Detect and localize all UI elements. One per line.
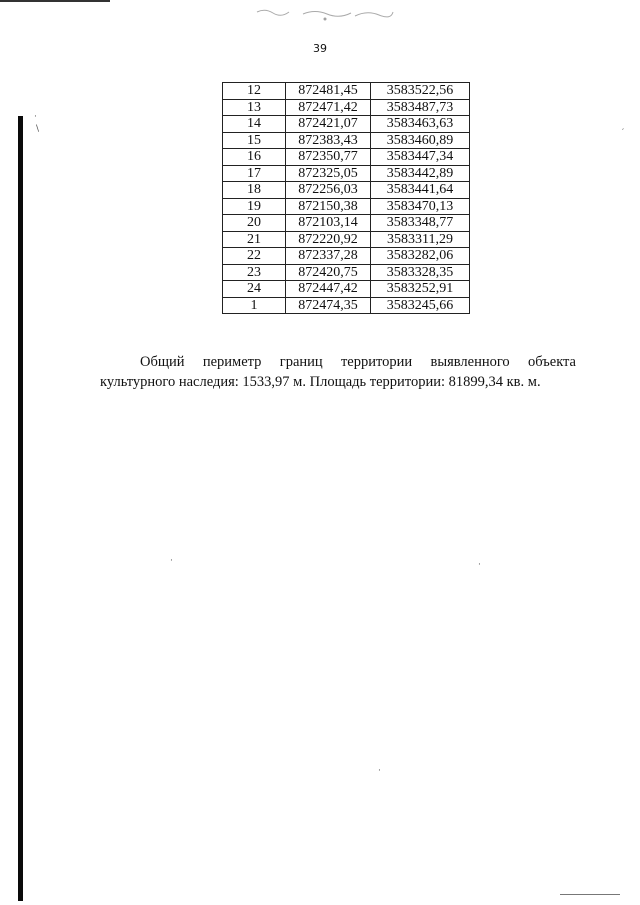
table-row [223,165,470,182]
summary-line-1: Общий периметр границ территории выявленного объекта [140,354,576,370]
x-coordinate-cell: 872256,03 [286,182,371,199]
table-row [223,264,470,281]
y-coordinate-cell: 3583470,13 [371,198,470,215]
table-row [223,182,470,199]
summary-line-2: культурного наследия: 1533,97 м. Площадь территории: 81899,34 кв. м. [100,374,541,390]
x-coordinate-cell: 872220,92 [286,231,371,248]
table-row [223,248,470,265]
table-row [223,198,470,215]
point-number-cell: 13 [223,99,286,116]
x-coordinate-cell: 872481,45 [286,83,371,100]
table-row [223,149,470,166]
scan-bottom-line [560,894,620,895]
table-row [223,99,470,116]
scan-speck: ′ [622,128,625,138]
x-coordinate-cell: 872350,77 [286,149,371,166]
y-coordinate-cell: 3583252,91 [371,281,470,298]
x-coordinate-cell: 872420,75 [286,264,371,281]
x-coordinate-cell: 872421,07 [286,116,371,133]
y-coordinate-cell: 3583487,73 [371,99,470,116]
table-row [223,231,470,248]
coordinates-table-body [223,83,470,314]
y-coordinate-cell: 3583442,89 [371,165,470,182]
table-row [223,297,470,314]
point-number-cell: 20 [223,215,286,232]
table-row [223,116,470,133]
y-coordinate-cell: 3583522,56 [371,83,470,100]
table-row [223,215,470,232]
x-coordinate-cell: 872474,35 [286,297,371,314]
coordinates-table [222,82,470,314]
scan-speck: · [170,556,173,566]
y-coordinate-cell: 3583463,63 [371,116,470,133]
y-coordinate-cell: 3583441,64 [371,182,470,199]
point-number-cell: 15 [223,132,286,149]
x-coordinate-cell: 872471,42 [286,99,371,116]
point-number-cell: 24 [223,281,286,298]
point-number-cell: 17 [223,165,286,182]
scan-speck: \ [36,124,40,134]
y-coordinate-cell: 3583311,29 [371,231,470,248]
scan-speck: · [478,560,481,570]
point-number-cell: 14 [223,116,286,133]
x-coordinate-cell: 872337,28 [286,248,371,265]
table-row [223,132,470,149]
point-number-cell: 1 [223,297,286,314]
scan-speck: · [34,112,37,122]
page-number: 39 [313,42,327,55]
x-coordinate-cell: 872383,43 [286,132,371,149]
table-row [223,83,470,100]
y-coordinate-cell: 3583447,34 [371,149,470,166]
scan-speck: · [378,766,381,776]
x-coordinate-cell: 872325,05 [286,165,371,182]
scan-top-line [0,0,110,2]
y-coordinate-cell: 3583282,06 [371,248,470,265]
y-coordinate-cell: 3583245,66 [371,297,470,314]
point-number-cell: 16 [223,149,286,166]
x-coordinate-cell: 872150,38 [286,198,371,215]
stamp-smudge [255,4,395,22]
scan-left-edge [18,116,23,901]
summary-paragraph [100,352,576,392]
y-coordinate-cell: 3583460,89 [371,132,470,149]
point-number-cell: 12 [223,83,286,100]
y-coordinate-cell: 3583348,77 [371,215,470,232]
x-coordinate-cell: 872103,14 [286,215,371,232]
point-number-cell: 21 [223,231,286,248]
table-row [223,281,470,298]
point-number-cell: 22 [223,248,286,265]
point-number-cell: 18 [223,182,286,199]
x-coordinate-cell: 872447,42 [286,281,371,298]
point-number-cell: 19 [223,198,286,215]
point-number-cell: 23 [223,264,286,281]
y-coordinate-cell: 3583328,35 [371,264,470,281]
